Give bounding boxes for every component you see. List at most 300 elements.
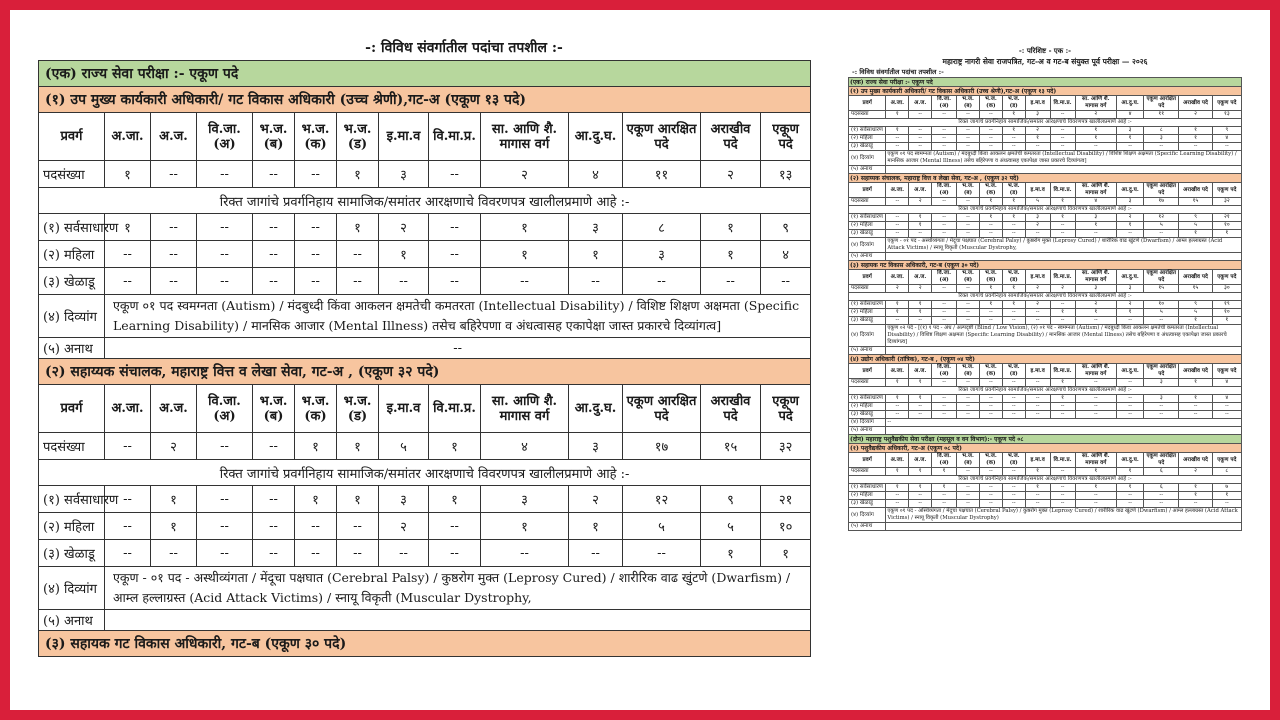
table-cell: २ (1025, 285, 1050, 293)
table-cell: १ (979, 214, 1002, 222)
table-cell: २ (379, 214, 429, 241)
column-header: सा. आणि शै. मागास वर्ग (1075, 96, 1117, 111)
column-header: प्रवर्ग (849, 364, 886, 379)
table-cell: ४ (1212, 395, 1241, 403)
post-heading: (३) सहायक गट विकास अधिकारी, गट-ब (एकूण ३० पदे) (849, 261, 1242, 270)
table-header-row (849, 453, 1242, 468)
column-header: सा. आणि शै. मागास वर्ग (1075, 183, 1117, 198)
table-cell: ५ (1179, 309, 1212, 317)
column-header: एकूण आरक्षित पदे (1144, 96, 1179, 111)
table-cell: -- (957, 395, 980, 403)
table-cell: -- (957, 143, 980, 151)
column-header: अराखीव पदे (1179, 364, 1212, 379)
table-cell: १ (932, 484, 957, 492)
table-cell: -- (1025, 395, 1050, 403)
table-cell: १ (909, 309, 932, 317)
table-cell: १ (379, 241, 429, 268)
table-cell: -- (909, 403, 932, 411)
table-cell: -- (979, 222, 1002, 230)
table-cell: १ (1212, 230, 1241, 238)
table-cell: -- (886, 135, 909, 143)
row-label: (३) खेळाडू (849, 317, 886, 325)
table-row (39, 433, 811, 460)
zoomed-table (38, 60, 811, 657)
column-header: एकूण आरक्षित पदे (623, 385, 701, 433)
column-header: वि.मा.प्र. (1050, 96, 1075, 111)
table-cell: ३ (1117, 285, 1144, 293)
table-cell: -- (1117, 492, 1144, 500)
table-cell: २ (886, 285, 909, 293)
table-cell: ४ (1117, 111, 1144, 119)
table-cell: १ (1025, 468, 1050, 476)
column-header: इ.मा.व (1025, 364, 1050, 379)
table-cell: -- (932, 411, 957, 419)
table-row (849, 317, 1242, 325)
column-header: एकूण पदे (761, 113, 811, 161)
table-cell: -- (1179, 143, 1212, 151)
table-cell: १ (295, 433, 337, 460)
table-cell: १ (337, 433, 379, 460)
row-label: पदसंख्या (849, 379, 886, 387)
column-header: प्रवर्ग (849, 453, 886, 468)
table-row (849, 492, 1242, 500)
table-cell: ५ (1144, 222, 1179, 230)
table-cell: -- (932, 301, 957, 309)
divyang-text: एकूण - ०१ पद - अस्थीव्यंगता / मेंदूचा पक्षघात (Cerebral Palsy) / कुष्ठरोग मुक्त (Leprosy Cured) / शारीरिक वाढ खुंटणे (Dwarfism) / आम्ल हल्लाग्रस्त (Acid Attack Victims) / स्नायू विकृती (Muscular Dystrophy, (105, 567, 811, 610)
column-header: वि.जा. (अ) (932, 183, 957, 198)
table-cell: -- (253, 513, 295, 540)
table-cell: -- (886, 198, 909, 206)
column-header: अराखीव पदे (1179, 453, 1212, 468)
row-label: (१) सर्वसाधारण (849, 484, 886, 492)
column-header: भ.ज. (ड) (337, 385, 379, 433)
anath-value-row (849, 427, 1242, 435)
table-cell: १ (909, 301, 932, 309)
column-header: भ.ज. (ड) (337, 113, 379, 161)
table-cell: ३२ (761, 433, 811, 460)
anath-value (886, 253, 1242, 261)
table-cell: -- (253, 486, 295, 513)
column-header: वि.जा. (अ) (197, 385, 253, 433)
section-heading-row (39, 61, 811, 87)
column-header: भ.ज. (ड) (1002, 96, 1025, 111)
table-cell: १ (295, 486, 337, 513)
table-cell: -- (979, 127, 1002, 135)
table-cell: १५ (1179, 285, 1212, 293)
table-cell: १९ (1212, 301, 1241, 309)
table-cell: ५ (623, 513, 701, 540)
table-cell: -- (1050, 143, 1075, 151)
post-heading-row (39, 87, 811, 113)
table-cell: १ (1025, 135, 1050, 143)
column-header: भ.ज. (क) (979, 364, 1002, 379)
table-cell: १ (886, 111, 909, 119)
table-cell: -- (957, 492, 980, 500)
table-cell: -- (1144, 317, 1179, 325)
post-heading: (२) सहाय्यक संचालक, महाराष्ट्र वित्त व लेखा सेवा, गट-अ , (एकूण ३२ पदे) (39, 359, 811, 385)
table-cell: ४ (481, 433, 569, 460)
column-header: भ.ज. (ब) (957, 270, 980, 285)
table-cell: -- (337, 513, 379, 540)
reservation-note: रिक्त जागांचे प्रवर्गनिहाय सामाजिक/समांतर आरक्षणाचे विवरणपत्र खालीलप्रमाणे आहे :- (849, 119, 1242, 127)
column-header: भ.ज. (ब) (253, 113, 295, 161)
table-cell: १ (909, 395, 932, 403)
anath-value-row (849, 523, 1242, 531)
post-heading-row (849, 87, 1242, 96)
table-cell: १३ (1212, 111, 1241, 119)
reservation-note: रिक्त जागांचे प्रवर्गनिहाय सामाजिक/समांतर आरक्षणाचे विवरणपत्र खालीलप्रमाणे आहे :- (849, 387, 1242, 395)
table-cell: -- (1075, 411, 1117, 419)
column-header: वि.जा. (अ) (932, 270, 957, 285)
table-cell: ६ (1144, 484, 1179, 492)
table-cell: -- (1002, 468, 1025, 476)
row-label: पदसंख्या (849, 198, 886, 206)
table-cell: १ (1179, 127, 1212, 135)
divyang-text-row (849, 238, 1242, 253)
table-cell: -- (909, 143, 932, 151)
table-cell: -- (957, 411, 980, 419)
table-row (39, 486, 811, 513)
table-cell: -- (105, 241, 151, 268)
table-cell: -- (701, 268, 761, 295)
table-cell: १ (886, 127, 909, 135)
table-row (849, 285, 1242, 293)
table-cell: -- (932, 317, 957, 325)
table-cell: १ (909, 214, 932, 222)
anath-value: -- (105, 338, 811, 359)
table-cell: -- (481, 268, 569, 295)
column-header: वि.जा. (अ) (932, 453, 957, 468)
exam-title: महाराष्ट्र नागरी सेवा राजपत्रित, गट-अ व गट-ब संयुक्त पूर्व परीक्षा — २०२६ (942, 57, 1148, 66)
post-heading: (१) उप मुख्य कार्यकारी अधिकारी/ गट विकास अधिकारी (उच्च श्रेणी),गट-अ (एकूण १३ पदे) (849, 87, 1242, 96)
column-header: एकूण पदे (1212, 364, 1241, 379)
column-header: अ.ज. (909, 183, 932, 198)
divyang-text-row (849, 151, 1242, 166)
table-cell: -- (979, 468, 1002, 476)
table-cell: १ (886, 309, 909, 317)
table-cell: १० (1144, 301, 1179, 309)
table-cell: २ (1117, 214, 1144, 222)
table-cell: -- (623, 268, 701, 295)
table-cell: १ (569, 513, 623, 540)
column-header: एकूण पदे (1212, 453, 1241, 468)
table-cell: -- (337, 540, 379, 567)
table-cell: -- (957, 285, 980, 293)
row-label: (५) अनाथ (39, 338, 105, 359)
table-cell: १ (1117, 484, 1144, 492)
table-cell: -- (1002, 403, 1025, 411)
table-cell: -- (151, 241, 197, 268)
table-cell: -- (1075, 492, 1117, 500)
column-header: वि.जा. (अ) (932, 96, 957, 111)
table-cell: ३ (1025, 214, 1050, 222)
table-cell: -- (253, 161, 295, 188)
row-label: पदसंख्या (39, 161, 105, 188)
divyang-text-row (849, 325, 1242, 347)
table-cell: -- (1117, 317, 1144, 325)
table-cell: २ (569, 486, 623, 513)
table-cell: १ (979, 301, 1002, 309)
table-cell: -- (979, 111, 1002, 119)
section-heading: (एक) राज्य सेवा परीक्षा :- एकूण पदे (849, 78, 1242, 87)
table-cell: -- (957, 309, 980, 317)
table-cell: -- (932, 309, 957, 317)
column-header: वि.मा.प्र. (1050, 270, 1075, 285)
table-cell: ४ (569, 161, 623, 188)
column-header: वि.मा.प्र. (429, 113, 481, 161)
table-cell: १० (1212, 222, 1241, 230)
table-cell: -- (151, 540, 197, 567)
table-cell: -- (979, 317, 1002, 325)
table-cell: १ (701, 241, 761, 268)
column-header: भ.ज. (क) (295, 113, 337, 161)
table-cell: -- (197, 268, 253, 295)
table-cell: ५ (379, 433, 429, 460)
table-cell: -- (379, 540, 429, 567)
table-cell: १ (1179, 395, 1212, 403)
column-header: इ.मा.व (379, 385, 429, 433)
table-cell: १५ (1144, 285, 1179, 293)
table-row (849, 403, 1242, 411)
post-heading-row (39, 631, 811, 657)
table-cell: -- (105, 433, 151, 460)
reservation-note: रिक्त जागांचे प्रवर्गनिहाय सामाजिक/समांतर आरक्षणाचे विवरणपत्र खालीलप्रमाणे आहे :- (39, 188, 811, 214)
anath-value-row (39, 610, 811, 631)
table-cell: २१ (761, 486, 811, 513)
table-cell: १ (1075, 222, 1117, 230)
row-label: (२) महिला (849, 309, 886, 317)
table-cell: -- (1002, 484, 1025, 492)
row-label: (३) खेळाडू (849, 411, 886, 419)
column-header: भ.ज. (ब) (957, 96, 980, 111)
table-cell: -- (197, 486, 253, 513)
table-cell: -- (197, 214, 253, 241)
column-header: भ.ज. (ब) (957, 183, 980, 198)
table-cell: ५ (1025, 198, 1050, 206)
table-cell: -- (1002, 492, 1025, 500)
table-cell: १ (1075, 135, 1117, 143)
table-cell: १ (1002, 111, 1025, 119)
table-cell: १ (1179, 484, 1212, 492)
row-label: (५) अनाथ (849, 523, 886, 531)
anath-value-row (39, 338, 811, 359)
table-cell: -- (957, 500, 980, 508)
table-cell: -- (1002, 379, 1025, 387)
table-row (849, 143, 1242, 151)
anath-value (886, 347, 1242, 355)
table-row (849, 301, 1242, 309)
table-cell: १ (1117, 135, 1144, 143)
table-row (39, 268, 811, 295)
table-cell: -- (429, 241, 481, 268)
table-cell: -- (1050, 317, 1075, 325)
divyang-text: एकूण ०१ पद - अस्थिव्यंगता / मेंदूचा पक्षघात (Cerebral Palsy) / कुष्ठरोग मुक्त (Leprosy Cured) / शारीरिक वाढ खुंटणे (Dwarfism) / आम्ल हल्लाग्रस्त (Acid Attack Victims) / स्नायू विकृती (Muscular Dystrophy) (886, 508, 1242, 523)
row-label: (२) महिला (849, 222, 886, 230)
table-cell: १ (429, 486, 481, 513)
zoomed-document-panel (38, 36, 810, 688)
table-cell: १२ (623, 486, 701, 513)
table-cell: १ (1050, 395, 1075, 403)
table-cell: -- (253, 540, 295, 567)
column-header: अ.ज. (151, 385, 197, 433)
table-cell: -- (1117, 403, 1144, 411)
table-cell: -- (886, 230, 909, 238)
column-header: भ.ज. (क) (295, 385, 337, 433)
table-cell: २ (1075, 111, 1117, 119)
row-label: (५) अनाथ (849, 427, 886, 435)
table-cell: १ (909, 468, 932, 476)
table-cell: -- (1002, 500, 1025, 508)
column-header: अराखीव पदे (701, 385, 761, 433)
table-cell: -- (932, 395, 957, 403)
table-cell: १ (1002, 127, 1025, 135)
table-cell: -- (886, 214, 909, 222)
table-cell: -- (1144, 403, 1179, 411)
column-header: प्रवर्ग (39, 113, 105, 161)
table-cell: -- (1212, 411, 1241, 419)
table-cell: -- (1144, 500, 1179, 508)
table-cell: -- (295, 161, 337, 188)
table-cell: २ (1025, 222, 1050, 230)
reservation-note: रिक्त जागांचे प्रवर्गनिहाय सामाजिक/समांतर आरक्षणाचे विवरणपत्र खालीलप्रमाणे आहे :- (39, 460, 811, 486)
table-cell: ११ (623, 161, 701, 188)
table-cell: -- (909, 230, 932, 238)
table-cell: -- (979, 135, 1002, 143)
table-cell: -- (1050, 222, 1075, 230)
table-cell: १ (979, 198, 1002, 206)
row-label: (५) अनाथ (849, 347, 886, 355)
table-cell: १ (1117, 222, 1144, 230)
row-label: (१) सर्वसाधारण (849, 395, 886, 403)
table-cell: -- (429, 513, 481, 540)
column-header: एकूण आरक्षित पदे (1144, 453, 1179, 468)
table-cell: -- (1075, 143, 1117, 151)
table-cell: -- (1025, 317, 1050, 325)
table-cell: -- (429, 214, 481, 241)
table-cell: -- (429, 268, 481, 295)
table-cell: १ (429, 433, 481, 460)
table-cell: -- (957, 214, 980, 222)
table-cell: ३ (569, 433, 623, 460)
table-cell: ३ (1075, 214, 1117, 222)
table-cell: १ (1050, 214, 1075, 222)
table-cell: ३० (1212, 285, 1241, 293)
table-cell: -- (1050, 230, 1075, 238)
table-cell: ७ (1212, 484, 1241, 492)
table-cell: -- (957, 403, 980, 411)
table-cell: -- (1025, 379, 1050, 387)
table-cell: १ (151, 486, 197, 513)
section-heading: (एक) राज्य सेवा परीक्षा :- एकूण पदे (39, 61, 811, 87)
table-cell: ८ (1144, 127, 1179, 135)
column-header: इ.मा.व (379, 113, 429, 161)
column-header: अ.ज. (909, 96, 932, 111)
table-cell: १ (886, 301, 909, 309)
row-label: (५) अनाथ (849, 166, 886, 174)
table-cell: १ (886, 468, 909, 476)
table-cell: -- (909, 135, 932, 143)
table-cell: १ (1179, 492, 1212, 500)
table-cell: -- (979, 230, 1002, 238)
row-label: पदसंख्या (849, 111, 886, 119)
table-cell: -- (979, 379, 1002, 387)
table-cell: ९ (701, 486, 761, 513)
table-cell: -- (623, 540, 701, 567)
table-cell: १ (1179, 135, 1212, 143)
table-cell: ३ (1117, 127, 1144, 135)
table-cell: -- (1117, 411, 1144, 419)
table-cell: -- (932, 198, 957, 206)
table-cell: १ (1050, 309, 1075, 317)
anath-value-row (849, 166, 1242, 174)
table-cell: २ (151, 433, 197, 460)
row-label: (४) दिव्यांग (849, 238, 886, 253)
column-header: अ.ज. (909, 364, 932, 379)
table-cell: -- (932, 222, 957, 230)
divyang-text: एकूण ०१ पद स्वमग्नता (Autism) / मंदबुध्दी किंवा आकलन क्षमतेची कमतरता (Intellectual Disability) / विशिष्ट शिक्षण अक्षमता (Specific Learning Disability) / मानसिक आजार (Mental Illness) तसेच बहिरेपणा व अंधत्वासह एकापेक्षा जास्त प्रकारचे दिव्यांगत्व] (886, 151, 1242, 166)
table-cell: -- (1025, 230, 1050, 238)
table-row (849, 309, 1242, 317)
table-cell: १ (1002, 214, 1025, 222)
table-cell: -- (932, 111, 957, 119)
table-cell: २ (909, 285, 932, 293)
table-cell: १ (1179, 317, 1212, 325)
column-header: अ.जा. (886, 96, 909, 111)
table-cell: २ (701, 161, 761, 188)
table-row (39, 241, 811, 268)
table-cell: -- (253, 214, 295, 241)
table-cell: ३ (1025, 111, 1050, 119)
table-cell: १ (337, 161, 379, 188)
table-cell: ६ (1144, 468, 1179, 476)
table-cell: -- (957, 379, 980, 387)
table-row (39, 513, 811, 540)
reservation-note-row (39, 188, 811, 214)
table-cell: ४ (1075, 198, 1117, 206)
table-cell: ३ (481, 486, 569, 513)
column-header: आ.दु.घ. (1117, 364, 1144, 379)
table-row (849, 222, 1242, 230)
table-cell: ३२ (1212, 198, 1241, 206)
anath-value (105, 610, 811, 631)
anath-value (886, 166, 1242, 174)
column-header: भ.ज. (क) (979, 453, 1002, 468)
table-cell: ३ (1075, 285, 1117, 293)
table-cell: १ (886, 395, 909, 403)
table-cell: १ (1025, 484, 1050, 492)
table-cell: -- (1025, 492, 1050, 500)
table-cell: १ (1212, 492, 1241, 500)
column-header: इ.मा.व (1025, 183, 1050, 198)
table-cell: -- (337, 241, 379, 268)
column-header: आ.दु.घ. (569, 113, 623, 161)
column-header: अ.जा. (105, 113, 151, 161)
row-label: (१) सर्वसाधारण (849, 127, 886, 135)
table-cell: -- (957, 317, 980, 325)
column-header: अ.ज. (151, 113, 197, 161)
anath-value-row (849, 347, 1242, 355)
table-cell: १० (761, 513, 811, 540)
table-cell: १ (1050, 379, 1075, 387)
table-cell: १० (1212, 309, 1241, 317)
table-cell: -- (151, 214, 197, 241)
table-cell: -- (105, 486, 151, 513)
table-header-row (39, 113, 811, 161)
table-cell: ८ (1212, 468, 1241, 476)
table-cell: -- (337, 268, 379, 295)
table-cell: -- (932, 492, 957, 500)
table-cell: १ (1002, 285, 1025, 293)
